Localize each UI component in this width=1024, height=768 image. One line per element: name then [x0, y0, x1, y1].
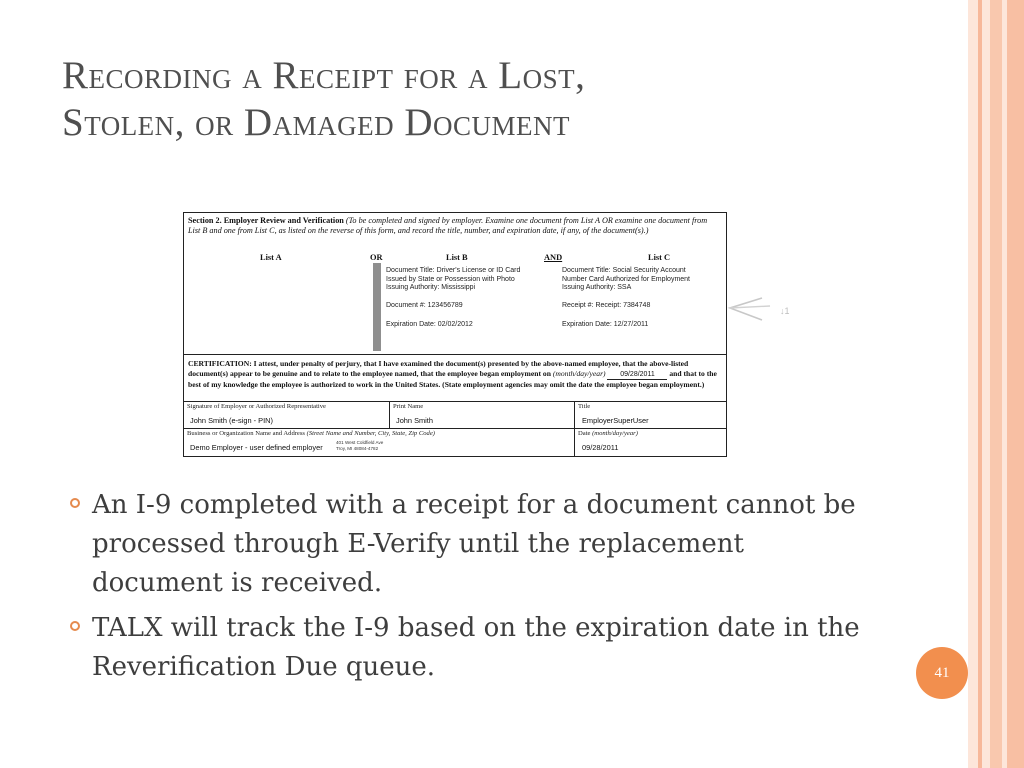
certification-text: [188, 359, 724, 390]
title-label: Title: [578, 403, 591, 410]
form-section-instructions: (To be completed and signed by employer. Examine one document from List A OR examine one document from List B and one from List C, as listed on the reverse of this form, and record the title, number, and expiration date, if any, of the document(s).): [188, 216, 708, 235]
list-b-title2: Issued by State or Possession with Photo: [386, 275, 515, 283]
form-divider-3: [184, 428, 727, 429]
bullet-circle-icon: [70, 498, 80, 508]
col-list-b: List B: [446, 253, 468, 262]
sig-label: Signature of Employer or Authorized Representative: [187, 403, 326, 410]
cert-part1: CERTIFICATION: I attest, under penalty of perjury, that I have examined the document(s) presented by the above-named employee, that the above-listed document(s) appear to be genuine and to relate to the employee named, that the employee began employment on: [188, 359, 689, 378]
cert-mdy: (month/day/year): [552, 368, 606, 378]
form-divider: [184, 354, 727, 355]
list-b-authority: Issuing Authority: Mississippi: [386, 284, 476, 292]
address-line-1: 401 West Coldfield Ave: [336, 440, 384, 445]
gray-bar: [373, 263, 381, 351]
date-label-text: Date: [578, 430, 591, 437]
list-c-title1: Document Title: Social Security Account: [562, 267, 686, 274]
page-number: 41: [934, 664, 950, 681]
arrow-mark-text: ↓1: [780, 306, 790, 316]
col-list-c: List C: [648, 253, 671, 262]
list-b-title1: Document Title: Driver's License or ID Card: [386, 267, 521, 274]
col-or: OR: [370, 253, 383, 262]
slide-title: [62, 52, 922, 146]
list-b-number: Document #: 123456789: [386, 302, 463, 309]
bullet-list: [70, 486, 870, 693]
date-value: 09/28/2011: [582, 443, 619, 452]
print-name-value: John Smith: [396, 416, 433, 425]
decorative-stripes: [968, 0, 1024, 768]
list-c-authority: Issuing Authority: SSA: [562, 284, 632, 292]
business-label-text: Business or Organization Name and Address: [187, 430, 305, 437]
title-value: EmployerSuperUser: [582, 416, 649, 425]
slide-title-line-1: Recording a Receipt for a Lost,: [62, 54, 586, 97]
business-label-italic: (Street Name and Number, City, State, Zip Code): [306, 430, 435, 437]
col-and: AND: [544, 253, 563, 262]
form-vline-2: [574, 401, 575, 457]
bullet-circle-icon: [70, 621, 80, 631]
date-label-italic: (month/day/year): [592, 430, 638, 437]
cert-part2: and that to the best of my knowledge the employee is authorized to work in the United States. (State employment agencies may omit the date the employee began employment.): [188, 368, 717, 390]
form-section-title: Section 2. Employer Review and Verification: [188, 216, 344, 225]
bullet-item: [70, 609, 870, 687]
form-vline-1: [389, 401, 390, 428]
form-divider-2: [184, 401, 727, 402]
arrow-left-icon: [726, 290, 806, 330]
list-c-expiration: Expiration Date: 12/27/2011: [562, 321, 649, 328]
bullet-text-1: An I-9 completed with a receipt for a document cannot be processed through E-Verify until the replacement document is received.: [92, 490, 856, 598]
bullet-item: [70, 486, 870, 603]
col-list-a: List A: [260, 253, 282, 262]
i9-section2-form-image: [183, 212, 727, 457]
address-line-2: Troy, MI 48084-4782: [336, 446, 379, 451]
form-section-header: [188, 216, 718, 236]
list-c-number: Receipt #: Receipt: 7384748: [562, 302, 651, 309]
date-label: [578, 430, 638, 437]
sig-value: John Smith (e-sign - PIN): [190, 416, 273, 425]
cert-date: 09/28/2011: [607, 370, 667, 381]
list-b-expiration: Expiration Date: 02/02/2012: [386, 321, 473, 328]
bullet-text-2: TALX will track the I-9 based on the expiration date in the Reverification Due queue.: [92, 613, 860, 682]
business-label: [187, 430, 435, 437]
print-name-label: Print Name: [393, 403, 424, 410]
page-number-badge: [916, 647, 968, 699]
slide-title-line-2: Stolen, or Damaged Document: [62, 101, 571, 144]
list-c-title2: Number Card Authorized for Employment: [562, 275, 690, 283]
business-value: Demo Employer - user defined employer: [190, 443, 323, 452]
